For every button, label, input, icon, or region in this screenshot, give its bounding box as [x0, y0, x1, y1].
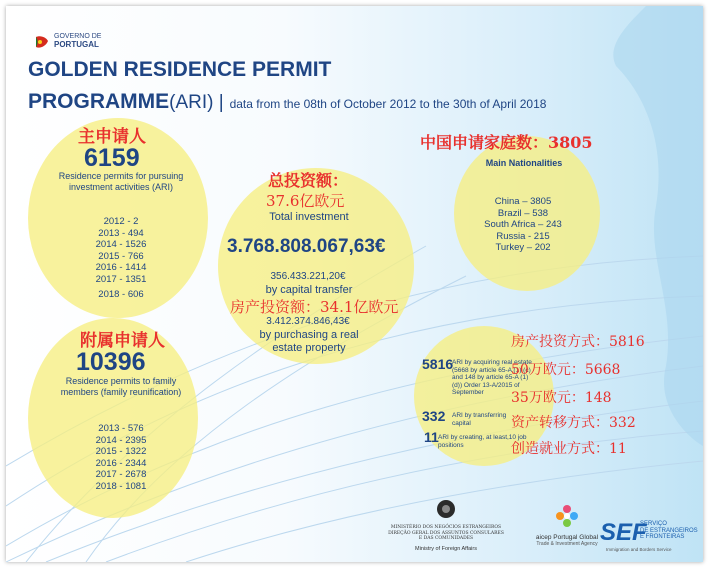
infographic-canvas — [6, 6, 703, 562]
cn-350k-euro: 35万欧元：148 — [511, 390, 612, 406]
nationalities-list — [468, 196, 578, 254]
title-ari: (ARI) | — [169, 92, 224, 113]
year-row: 2018 - 606 — [98, 289, 144, 300]
year-row: 2017 - 1351 — [95, 273, 147, 285]
aicep-flower-icon — [555, 504, 579, 528]
ministry-text: MINISTÉRIO DOS NEGÓCIOS ESTRANGEIROS DIREÇÃO GERAL DOS ASSUNTOS CONSULARES E DAS COMUNIDADES — [388, 525, 504, 541]
nationality-row: Russia - 215 — [496, 230, 550, 242]
aicep-logo — [522, 504, 612, 547]
sef-line3: E FRONTEIRAS — [640, 534, 685, 540]
year-row: 2013 - 494 — [98, 227, 144, 239]
year-row: 2013 - 576 — [98, 423, 144, 434]
gov-line2: PORTUGAL — [54, 40, 99, 49]
sef-name — [640, 521, 698, 541]
real-estate-cn-label: 房产投资额：34.1亿欧元 — [230, 298, 399, 316]
dependents-desc: Residence permits to family members (family reunification) — [60, 376, 182, 397]
title-programme: PROGRAMME — [28, 90, 170, 113]
real-estate-ari-count: 5816 — [422, 356, 454, 372]
sef-logo — [600, 519, 700, 552]
jobs-ari-desc: ARI by creating, at least,10 job positions — [438, 434, 527, 449]
main-applicants-desc: Residence permits for pursuing investment activities (ARI) — [58, 171, 184, 192]
dependents-count: 10396 — [76, 348, 146, 376]
sef-sub: Immigration and Borders Service — [606, 547, 672, 552]
dependents-years — [76, 423, 166, 492]
page-title-line2 — [28, 90, 546, 114]
main-applicants-cn-label: 主申请人 — [78, 127, 146, 147]
main-applicants-count: 6159 — [84, 144, 140, 172]
chinese-families-cn-label: 中国申请家庭数：3805 — [420, 133, 593, 152]
cn-real-estate-method: 房产投资方式：5816 — [511, 334, 645, 350]
nationalities-title: Main Nationalities — [485, 158, 563, 168]
nationality-row: Brazil – 538 — [497, 207, 549, 219]
sef-logo-text: SEF — [600, 519, 647, 546]
real-estate-ari-desc: ARI by acquiring real estate (5668 by article 65-A (1) (c) and 148 by article 65-A (1) (d)) Order 13-A/2015 of September — [452, 359, 532, 396]
portugal-flag-icon — [34, 34, 50, 50]
aicep-name: aicep Portugal Global — [535, 534, 599, 541]
investment-total: 3.768.808.067,63€ — [227, 236, 386, 257]
cn-job-creation-method: 创造就业方式：11 — [511, 441, 627, 457]
real-estate-value: 3.412.374.846,43€ — [266, 316, 350, 327]
aicep-sub: Trade & Investment Agency — [536, 541, 598, 547]
nationality-row: Turkey – 202 — [495, 242, 551, 253]
cn-capital-transfer-method: 资产转移方式：332 — [511, 415, 636, 431]
capital-transfer-value: 356.433.221,20€ — [270, 271, 346, 282]
dependents-cn-label: 附属申请人 — [80, 331, 165, 351]
government-logo-text — [54, 33, 101, 49]
year-row: 2018 - 1081 — [95, 480, 147, 492]
year-row: 2014 - 2395 — [95, 434, 147, 446]
capital-transfer-label: by capital transfer — [265, 284, 353, 296]
year-row: 2016 - 2344 — [95, 457, 147, 469]
jobs-ari-count: 11 — [424, 429, 439, 445]
page-title-line1: GOLDEN RESIDENCE PERMIT — [28, 58, 332, 81]
title-dates: data from the 08th of October 2012 to the 30th of April 2018 — [229, 97, 547, 111]
coat-of-arms-icon — [435, 498, 457, 520]
nationality-row: South Africa – 243 — [484, 219, 562, 230]
sef-line2: DE ESTRANGEIROS — [640, 527, 698, 534]
year-row: 2015 - 1322 — [95, 446, 147, 457]
cn-500k-euro: 50万欧元：5668 — [511, 362, 621, 378]
year-row: 2016 - 1414 — [95, 262, 147, 273]
real-estate-label: by purchasing a real estate property — [259, 329, 359, 354]
year-row: 2014 - 1526 — [95, 239, 147, 250]
ministry-logo — [386, 498, 506, 552]
year-row: 2017 - 2678 — [95, 469, 147, 480]
year-row: 2012 - 2 — [103, 216, 139, 227]
ministry-sub: Ministry of Foreign Affairs — [415, 545, 477, 552]
capital-ari-count: 332 — [422, 408, 446, 424]
main-applicants-years — [76, 216, 166, 301]
year-row: 2015 - 766 — [98, 250, 144, 262]
investment-cn-amount: 37.6亿欧元 — [266, 192, 345, 210]
sef-line1: SERVIÇO — [640, 521, 667, 527]
investment-label: Total investment — [269, 211, 349, 223]
gov-line1: GOVERNO DE — [54, 33, 102, 40]
nationality-row: China – 3805 — [494, 196, 552, 207]
investment-cn-title: 总投资额： — [268, 171, 349, 190]
capital-ari-desc: ARI by transferring capital — [452, 412, 507, 427]
